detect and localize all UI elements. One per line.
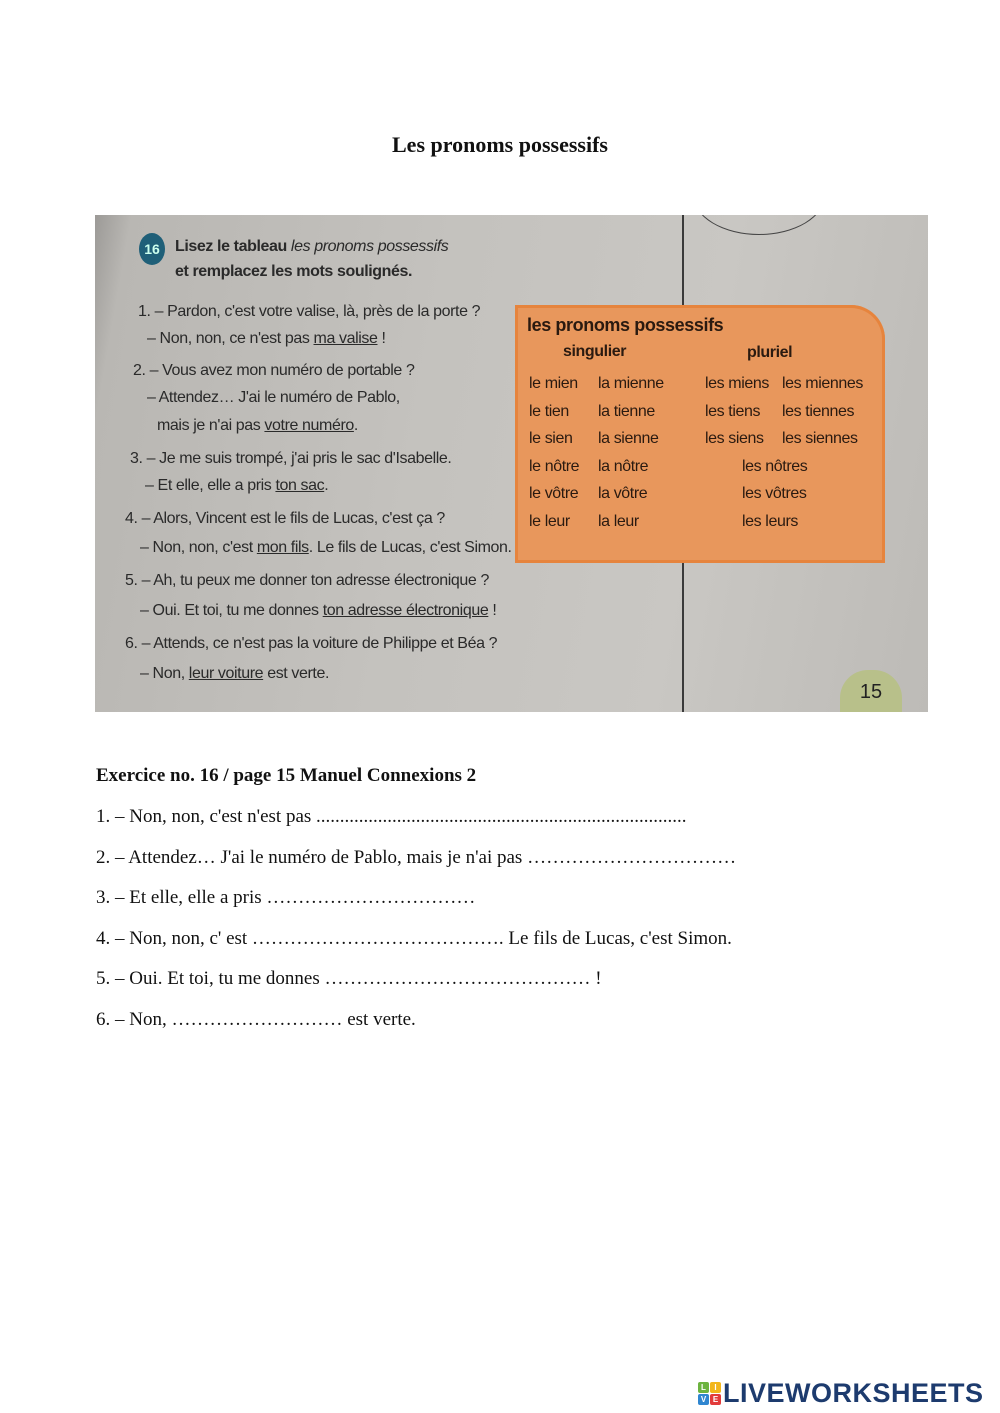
logo-cube: I xyxy=(710,1382,721,1393)
pronoun-cell: les tiennes xyxy=(782,402,855,420)
pronoun-cell: les miennes xyxy=(782,375,863,392)
underlined-words: ton sac xyxy=(275,477,325,494)
dialogue-text: – Non, non, ce n'est pas xyxy=(147,330,314,347)
dialogue-line xyxy=(147,330,386,348)
liveworksheets-logo xyxy=(698,1378,984,1409)
decorative-circle xyxy=(693,215,825,235)
exercise-heading: Exercice no. 16 / page 15 Manuel Connexions 2 xyxy=(96,765,477,786)
dialogue-line xyxy=(157,417,358,435)
pronoun-cell: les vôtres xyxy=(742,485,807,502)
pronoun-cell: le vôtre xyxy=(529,485,579,502)
dialogue-text: – Non, non, c'est xyxy=(140,539,257,556)
dialogue-text: . Le fils de Lucas, c'est Simon. xyxy=(308,539,512,556)
instruction-italic: les pronoms possessifs xyxy=(290,238,449,255)
dialogue-text: est verte. xyxy=(263,665,330,682)
dialogue-text: – Non, xyxy=(140,665,189,682)
logo-cubes-icon xyxy=(698,1382,721,1405)
logo-cube: E xyxy=(710,1394,721,1405)
dialogue-line xyxy=(138,303,480,321)
textbook-photo xyxy=(95,215,928,712)
dialogue-text: . xyxy=(353,417,358,434)
dialogue-line xyxy=(130,450,451,468)
dialogue-text: . xyxy=(324,477,329,494)
pronoun-cell: les siennes xyxy=(782,430,858,447)
dialogue-text: – Et elle, elle a pris xyxy=(145,477,276,494)
header-pluriel: pluriel xyxy=(747,344,793,361)
underlined-words: votre numéro xyxy=(264,417,354,434)
pronoun-cell: le leur xyxy=(529,512,570,530)
table-title: les pronoms possessifs xyxy=(527,315,724,335)
page-title: Les pronoms possessifs xyxy=(392,132,608,157)
dialogue-text: 6. – Attends, ce n'est pas la voiture de Philippe et Béa ? xyxy=(125,635,498,652)
instruction-line-1 xyxy=(175,238,448,256)
exercise-item[interactable]: 3. – Et elle, elle a pris …………………………… xyxy=(96,887,476,908)
pronoun-cell: la leur xyxy=(598,512,639,530)
pronoun-cell: les leurs xyxy=(742,512,798,530)
dialogue-text: 1. – Pardon, c'est votre valise, là, près de la porte ? xyxy=(138,303,481,320)
dialogue-text: 3. – Je me suis trompé, j'ai pris le sac d'Isabelle. xyxy=(130,450,452,467)
pronoun-cell: le mien xyxy=(529,375,578,392)
pronoun-cell: la tienne xyxy=(598,402,655,420)
dialogue-text: ! xyxy=(488,602,497,619)
book-page-number: 15 xyxy=(840,670,902,712)
pronoun-cell: les miens xyxy=(705,375,769,392)
dialogue-text: 4. – Alors, Vincent est le fils de Lucas, c'est ça ? xyxy=(125,510,445,527)
instruction-text: Lisez le tableau xyxy=(175,238,291,255)
dialogue-line xyxy=(133,362,414,380)
dialogue-line xyxy=(125,572,489,590)
exercise-item[interactable]: 5. – Oui. Et toi, tu me donnes …………………………………… ! xyxy=(96,968,602,989)
dialogue-text: 2. – Vous avez mon numéro de portable ? xyxy=(133,362,415,379)
dialogue-line xyxy=(140,602,496,620)
pronoun-cell: la vôtre xyxy=(598,485,648,502)
dialogue-text: ! xyxy=(377,330,386,347)
pronoun-cell: la mienne xyxy=(598,375,664,392)
underlined-words: leur voiture xyxy=(188,665,264,682)
pronoun-cell: le nôtre xyxy=(529,457,580,475)
logo-text: LIVEWORKSHEETS xyxy=(723,1378,984,1408)
exercise-number-badge: 16 xyxy=(139,233,165,265)
instruction-line-2: et remplacez les mots soulignés. xyxy=(175,263,413,280)
possessive-pronouns-table xyxy=(515,305,885,563)
dialogue-text: 5. – Ah, tu peux me donner ton adresse électronique ? xyxy=(125,572,489,589)
underlined-words: ma valise xyxy=(313,330,378,347)
dialogue-line xyxy=(140,665,329,683)
exercise-item[interactable]: 6. – Non, ……………………… est verte. xyxy=(96,1008,416,1030)
header-singulier: singulier xyxy=(563,343,627,360)
dialogue-line xyxy=(140,539,512,557)
dialogue-text: – Oui. Et toi, tu me donnes xyxy=(140,602,323,619)
pronoun-cell: la sienne xyxy=(598,430,659,447)
pronoun-cell: le tien xyxy=(529,402,569,420)
dialogue-line xyxy=(125,635,497,653)
logo-cube: L xyxy=(698,1382,709,1393)
pronoun-cell: les tiens xyxy=(705,402,761,420)
exercise-item[interactable]: 4. – Non, non, c' est …………………………………. Le fils de Lucas, c'est Simon. xyxy=(96,927,732,949)
dialogue-line xyxy=(125,510,445,528)
exercise-item[interactable]: 1. – Non, non, c'est n'est pas .............................................................................. xyxy=(96,806,687,827)
pronoun-cell: la nôtre xyxy=(598,457,649,475)
exercise-item[interactable]: 2. – Attendez… J'ai le numéro de Pablo, mais je n'ai pas …………………………… xyxy=(96,846,737,868)
dialogue-text: mais je n'ai pas xyxy=(157,417,265,434)
dialogue-text: – Attendez… J'ai le numéro de Pablo, xyxy=(147,389,400,406)
underlined-words: mon fils xyxy=(256,539,309,556)
dialogue-line xyxy=(145,477,328,495)
pronoun-cell: le sien xyxy=(529,430,573,447)
underlined-words: ton adresse électronique xyxy=(322,602,489,619)
pronoun-cell: les siens xyxy=(705,430,764,447)
pronoun-cell: les nôtres xyxy=(742,457,808,475)
logo-cube: V xyxy=(698,1394,709,1405)
dialogue-line xyxy=(147,389,400,407)
